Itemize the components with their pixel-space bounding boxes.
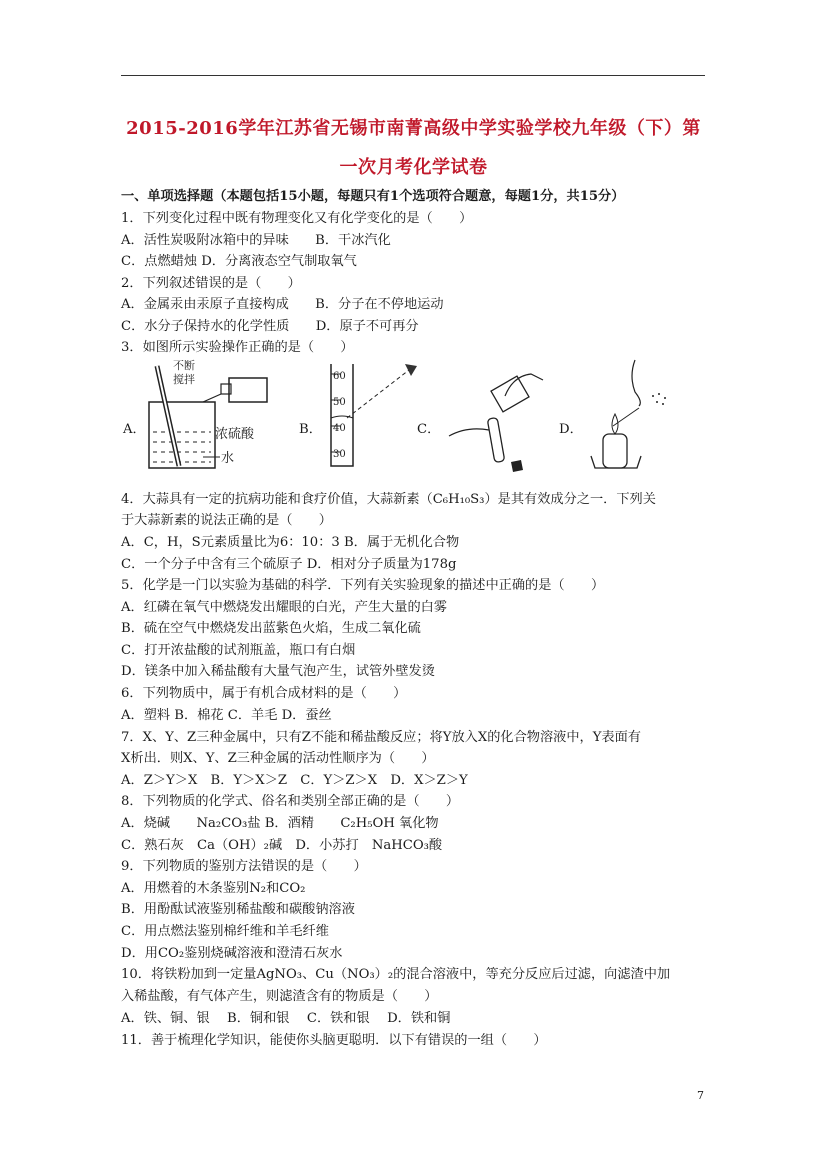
- figure-d-smell: [583, 356, 693, 476]
- figure-label-c: C．: [417, 422, 441, 437]
- tick-60: 60: [333, 371, 346, 382]
- question-line: 8．下列物质的化学式、俗名和类别全部正确的是（ ）: [121, 794, 460, 809]
- question-line: 4．大蒜具有一定的抗病功能和食疗价值，大蒜新素（C₆H₁₀S₃）是其有效成分之一．下列关: [121, 492, 656, 507]
- question-line: A．铁、铜、银 B．铜和银 C．铁和银 D．铁和铜: [121, 1011, 451, 1026]
- question-line: A．用燃着的木条鉴别N₂和CO₂: [121, 881, 306, 896]
- water-label: 水: [221, 451, 235, 466]
- question-line: C．点燃蜡烛 D．分离液态空气制取氧气: [121, 254, 357, 269]
- question-line: A．Z＞Y＞X B．Y＞X＞Z C．Y＞Z＞X D．X＞Z＞Y: [121, 773, 468, 788]
- question-line: 10．将铁粉加到一定量AgNO₃、Cu（NO₃）₂的混合溶液中，等充分反应后过滤，向滤渣中加: [121, 967, 671, 982]
- question-line: D．用CO₂鉴别烧碱溶液和澄清石灰水: [121, 946, 343, 961]
- page-number: 7: [697, 1089, 704, 1102]
- question-line: C．水分子保持水的化学性质 D．原子不可再分: [121, 319, 419, 334]
- question-line: D．镁条中加入稀盐酸有大量气泡产生，试管外壁发烫: [121, 664, 435, 679]
- question-line: A．金属汞由汞原子直接构成 B．分子在不停地运动: [121, 297, 444, 312]
- figure-c-pour: [439, 356, 549, 476]
- question-line: 6．下列物质中，属于有机合成材料的是（ ）: [121, 686, 407, 701]
- tick-30: 30: [333, 449, 346, 460]
- question-line: 5．化学是一门以实验为基础的科学．下列有关实验现象的描述中正确的是（ ）: [121, 578, 605, 593]
- figure-label-d: D．: [559, 422, 583, 437]
- question-line: 3．如图所示实验操作正确的是（ ）: [121, 340, 354, 355]
- header-rule: [121, 75, 705, 76]
- acid-label: 浓硫酸: [215, 427, 255, 442]
- question-line: 入稀盐酸，有气体产生，则滤渣含有的物质是（ ）: [121, 989, 438, 1004]
- page-title-line-1: 2015-2016学年江苏省无锡市南菁高级中学实验学校九年级（下）第: [126, 118, 701, 139]
- question-line: A．活性炭吸附冰箱中的异味 B．干冰汽化: [121, 233, 391, 248]
- question-line: 9．下列物质的鉴别方法错误的是（ ）: [121, 859, 367, 874]
- tick-40: 40: [333, 423, 346, 434]
- question-line: C．打开浓盐酸的试剂瓶盖，瓶口有白烟: [121, 643, 356, 658]
- question-line: C．用点燃法鉴别棉纤维和羊毛纤维: [121, 924, 329, 939]
- question-line: A．C，H，S元素质量比为6：10：3 B．属于无机化合物: [121, 535, 460, 550]
- figure-label-a: A．: [123, 422, 146, 437]
- figure-a-dilution: [145, 356, 275, 476]
- question-line: 7．X、Y、Z三种金属中，只有Z不能和稀盐酸反应；将Y放入X的化合物溶液中，Y表面有: [121, 730, 641, 745]
- page-title-line-2: 一次月考化学试卷: [339, 157, 488, 178]
- question-line: C．一个分子中含有三个硫原子 D．相对分子质量为178g: [121, 557, 457, 572]
- question-line: A．塑料 B．棉花 C．羊毛 D．蚕丝: [121, 708, 332, 723]
- stir-label-1: 不断: [173, 359, 195, 372]
- question-line: A．红磷在氧气中燃烧发出耀眼的白光，产生大量的白雾: [121, 600, 448, 615]
- figure-label-b: B．: [299, 422, 322, 437]
- question-line: 11．善于梳理化学知识，能使你头脑更聪明．以下有错误的一组（ ）: [121, 1033, 547, 1048]
- question-line: 2．下列叙述错误的是（ ）: [121, 276, 301, 291]
- tick-50: 50: [333, 397, 346, 408]
- question-line: 于大蒜新素的说法正确的是（ ）: [121, 513, 332, 528]
- question-line: B．硫在空气中燃烧发出蓝紫色火焰，生成二氧化硫: [121, 621, 421, 636]
- question-line: C．熟石灰 Ca（OH）₂碱 D．小苏打 NaHCO₃酸: [121, 838, 443, 853]
- question-line: A．烧碱 Na₂CO₃盐 B．酒精 C₂H₅OH 氧化物: [121, 816, 439, 831]
- figure-b-cylinder: [321, 356, 431, 476]
- question-line: X析出．则X、Y、Z三种金属的活动性顺序为（ ）: [121, 751, 435, 766]
- experiment-figures: [121, 356, 721, 476]
- stir-label-2: 搅拌: [173, 373, 195, 386]
- question-line: B．用酚酞试液鉴别稀盐酸和碳酸钠溶液: [121, 902, 355, 917]
- question-line: 1．下列变化过程中既有物理变化又有化学变化的是（ ）: [121, 211, 473, 226]
- section-heading: 一、单项选择题（本题包括15小题，每题只有1个选项符合题意，每题1分，共15分）: [121, 189, 625, 204]
